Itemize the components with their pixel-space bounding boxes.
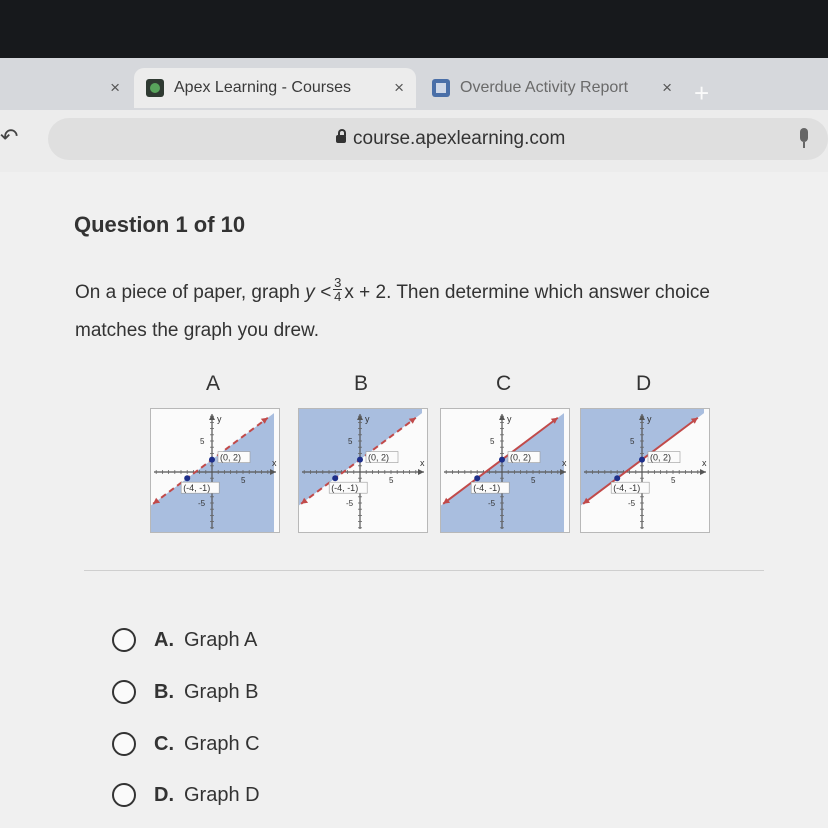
point-neg4-neg1 (614, 475, 620, 481)
x-axis-label: x (272, 458, 277, 468)
inequality-rhs: x + 2. Then determine which answer choice (344, 282, 710, 303)
radio-button[interactable] (112, 628, 136, 652)
inequality-lhs: y < (305, 282, 332, 303)
point-neg4-neg1 (332, 475, 338, 481)
point-label: (0, 2) (510, 452, 532, 463)
apex-favicon-icon (146, 79, 164, 97)
choice-letter: C. (154, 732, 174, 755)
point-0-2 (357, 457, 363, 463)
choice-a[interactable] (112, 624, 257, 656)
fraction-denominator: 4 (334, 289, 342, 305)
point-label: (-4, -1) (473, 483, 501, 494)
graph-letter-c: C (496, 372, 512, 395)
question-prompt (75, 274, 775, 350)
close-icon[interactable]: × (394, 78, 404, 97)
y-tick-label: 5 (348, 437, 353, 446)
address-bar[interactable] (48, 118, 828, 160)
x-tick-label: 5 (241, 476, 246, 485)
choice-label: Graph D (184, 783, 260, 806)
x-tick-label: 5 (389, 476, 394, 485)
point-label: (0, 2) (220, 452, 242, 463)
choice-d[interactable] (112, 779, 260, 811)
y-tick-label: -5 (488, 499, 496, 508)
x-tick-label: 5 (531, 476, 536, 485)
tab-title: Overdue Activity Report (460, 79, 629, 96)
back-arrow-icon[interactable]: ↶ (0, 124, 19, 149)
point-neg4-neg1 (184, 475, 190, 481)
y-axis-label: y (217, 414, 222, 424)
y-axis-label: y (647, 414, 652, 424)
point-label: (0, 2) (650, 452, 672, 463)
fraction-numerator: 3 (334, 275, 342, 291)
tab-apex-courses[interactable] (134, 68, 416, 108)
choice-letter: A. (154, 628, 174, 651)
point-neg4-neg1 (474, 475, 480, 481)
graph-letter-d: D (636, 372, 652, 395)
choice-label: Graph A (184, 628, 258, 651)
question-number: Question 1 of 10 (74, 212, 246, 237)
graph-letter-b: B (354, 372, 369, 395)
y-tick-label: 5 (490, 437, 495, 446)
graph-c (440, 408, 570, 533)
tab-title: Apex Learning - Courses (174, 79, 351, 96)
fraction (333, 276, 342, 303)
browser-toolbar (0, 110, 828, 172)
y-tick-label: -5 (346, 499, 354, 508)
graph-a (150, 408, 280, 533)
graph-d (580, 408, 710, 533)
graph-options-panel (150, 372, 710, 562)
point-label: (0, 2) (368, 452, 390, 463)
divider (84, 570, 764, 571)
radio-button[interactable] (112, 783, 136, 807)
url-text: course.apexlearning.com (353, 128, 566, 149)
graph-b (298, 408, 428, 533)
prompt-text-continued: matches the graph you drew. (75, 320, 319, 341)
question-page (0, 172, 828, 828)
y-tick-label: -5 (198, 499, 206, 508)
lock-icon (336, 135, 346, 143)
x-tick-label: 5 (671, 476, 676, 485)
y-tick-label: 5 (200, 437, 205, 446)
radio-button[interactable] (112, 680, 136, 704)
point-label: (-4, -1) (183, 483, 211, 494)
tab-previous[interactable] (0, 68, 132, 108)
x-axis-label: x (702, 458, 707, 468)
point-label: (-4, -1) (331, 483, 359, 494)
microphone-icon[interactable] (800, 128, 808, 142)
tab-overdue-report[interactable] (420, 68, 684, 108)
choice-letter: D. (154, 783, 174, 806)
y-tick-label: -5 (628, 499, 636, 508)
choice-c[interactable] (112, 728, 260, 760)
close-icon[interactable]: × (110, 78, 120, 97)
point-label: (-4, -1) (613, 483, 641, 494)
point-0-2 (499, 457, 505, 463)
report-favicon-icon (432, 79, 450, 97)
y-axis-label: y (365, 414, 370, 424)
y-axis-label: y (507, 414, 512, 424)
prompt-text: On a piece of paper, graph (75, 282, 306, 303)
screen-bezel (0, 0, 828, 58)
point-0-2 (639, 457, 645, 463)
choice-b[interactable] (112, 676, 258, 708)
y-tick-label: 5 (630, 437, 635, 446)
new-tab-plus-icon[interactable]: + (694, 78, 710, 108)
choice-letter: B. (154, 680, 174, 703)
choice-label: Graph B (184, 680, 259, 703)
radio-button[interactable] (112, 732, 136, 756)
graph-letter-a: A (206, 372, 221, 395)
x-axis-label: x (420, 458, 425, 468)
x-axis-label: x (562, 458, 567, 468)
point-0-2 (209, 457, 215, 463)
close-icon[interactable]: × (662, 78, 672, 97)
choice-label: Graph C (184, 732, 260, 755)
